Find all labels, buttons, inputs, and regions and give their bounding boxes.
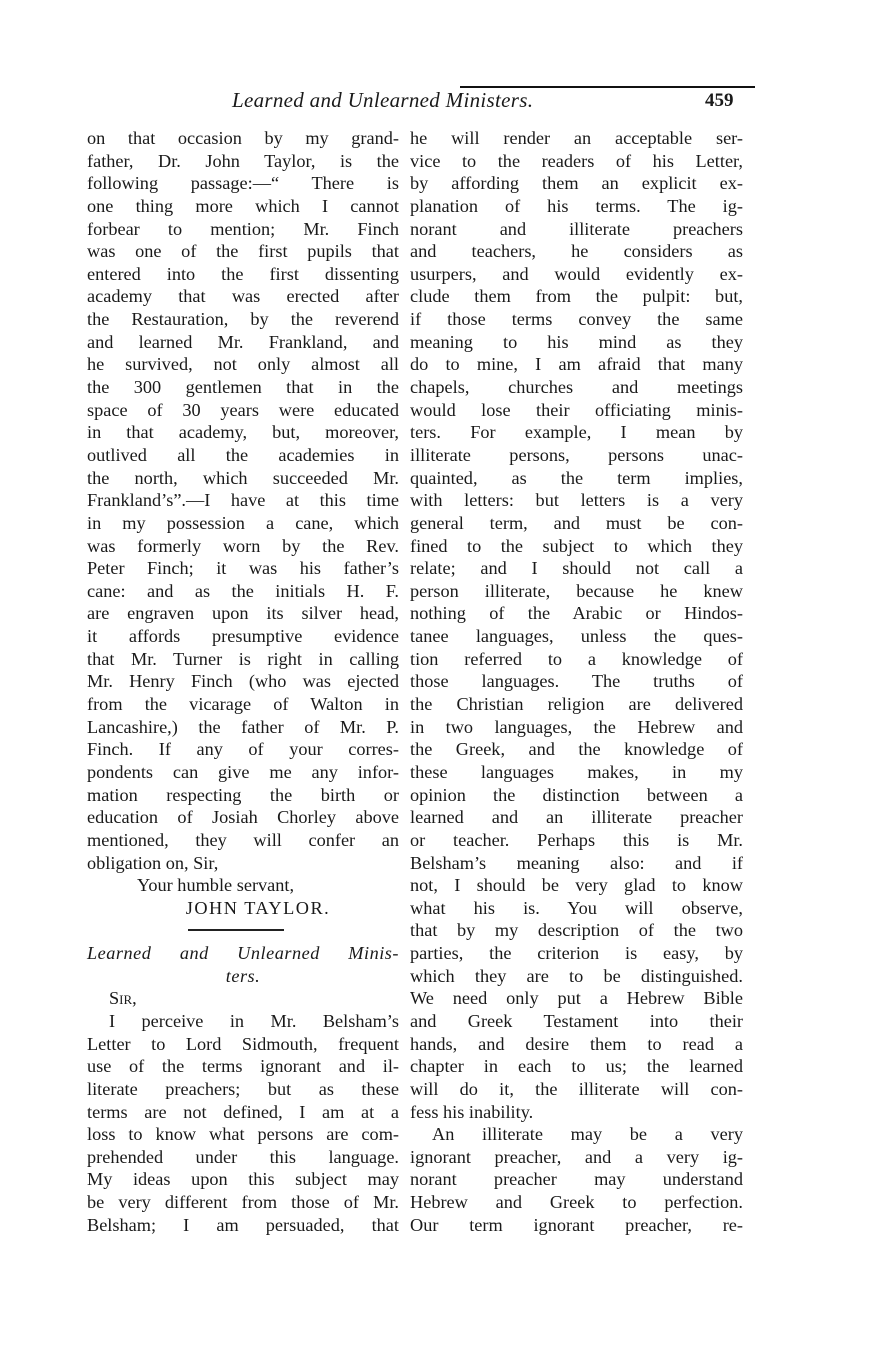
text-line: it affords presumptive evidence [87,626,399,647]
letter-taylor [87,127,399,852]
text-line: the Greek, and the knowledge of [410,739,743,760]
text-line: tanee languages, unless the ques- [410,626,743,647]
text-line: parties, the criterion is easy, by [410,943,743,964]
right-column [410,127,743,1236]
text-line: outlived all the academies in [87,444,399,465]
text-line: in my possession a cane, which [87,512,399,533]
text-line: chapter in each to us; the learned [410,1056,743,1077]
text-line: Finch. If any of your corres- [87,739,399,760]
text-line: mation respecting the birth or [87,784,399,805]
text-line: general term, and must be con- [410,512,743,533]
salutation: Sir, [109,988,137,1009]
text-line: father, Dr. John Taylor, is the [87,150,399,171]
text-line: Belsham’s meaning also: and if [410,852,743,873]
text-line: learned and an illiterate preacher [410,807,743,828]
text-line: vice to the readers of his Letter, [410,150,743,171]
text-line: that Mr. Turner is right in calling [87,648,399,669]
paragraph [410,1146,743,1237]
text-line: norant and illiterate preachers [410,218,743,239]
text-line: prehended under this language. [87,1146,399,1167]
text-line: planation of his terms. The ig- [410,195,743,216]
text-line: with letters: but letters is a very [410,490,743,511]
text-line: that by my description of the two [410,920,743,941]
text-line: chapels, churches and meetings [410,377,743,398]
signature: JOHN TAYLOR. [185,897,331,918]
text-line: mentioned, they will confer an [87,829,399,850]
text-line: cane: and as the initials H. F. [87,580,399,601]
text-line: tion referred to a knowledge of [410,648,743,669]
text-line: hands, and desire them to read a [410,1033,743,1054]
text-line: forbear to mention; Mr. Finch [87,218,399,239]
closing-salutation: Your humble servant, [137,875,295,896]
text-line: use of the terms ignorant and il- [87,1056,399,1077]
text-line: clude them from the pulpit: but, [410,286,743,307]
text-line: loss to know what persons are com- [87,1124,399,1145]
text-line: which they are to be distinguished. [410,965,743,986]
text-line: he will render an acceptable ser- [410,128,743,148]
text-line: do to mine, I am afraid that many [410,354,743,375]
text-line: one thing more which I cannot [87,195,399,216]
text-line: terms are not defined, I am at a [87,1101,399,1122]
text-line: was formerly worn by the Rev. [87,535,399,556]
running-head: Learned and Unlearned Ministers. [232,88,534,112]
text-line: by affording them an explicit ex- [410,173,743,194]
text-line: be very different from those of Mr. [87,1192,399,1213]
text-line: will do it, the illiterate will con- [410,1078,743,1099]
text-line: the 300 gentlemen that in the [87,377,399,398]
text-line: illiterate persons, persons unac- [410,444,743,465]
text-line: following passage:—“ There is [87,173,399,194]
text-line: entered into the first dissenting [87,263,399,284]
text-line: if those terms convey the same [410,309,743,330]
page-number: 459 [705,90,734,111]
text-line: not, I should be very glad to know [410,875,743,896]
text-line: from the vicarage of Walton in [87,694,399,715]
text-line: ignorant preacher, and a very ig- [410,1146,743,1167]
text-line: relate; and I should not call a [410,558,743,579]
text-line: in that academy, but, moreover, [87,422,399,443]
text-line: person illiterate, because he knew [410,580,743,601]
article-title-continued: ters. [225,965,261,986]
text-line: Our term ignorant preacher, re- [410,1214,743,1235]
text-line: meaning to his mind as they [410,331,743,352]
text-line: was one of the first pupils that [87,241,399,262]
text-line: or teacher. Perhaps this is Mr. [410,829,743,850]
text-line: norant preacher may understand [410,1169,743,1190]
text-line: Belsham; I am persuaded, that [87,1214,399,1235]
text-line: in two languages, the Hebrew and [410,716,743,737]
text-line: Frankland’s”.—I have at this time [87,490,399,511]
text-line: usurpers, and would evidently ex- [410,263,743,284]
text-line: Mr. Henry Finch (who was ejected [87,671,399,692]
text-line: and teachers, he considers as [410,241,743,262]
text-line: Lancashire,) the father of Mr. P. [87,716,399,737]
text-line: nothing of the Arabic or Hindos- [410,603,743,624]
text-line: literate preachers; but as these [87,1078,399,1099]
text-line: he survived, not only almost all [87,354,399,375]
text-line: fined to the subject to which they [410,535,743,556]
text-line: the Restauration, by the reverend [87,309,399,330]
text-line: ters. For example, I mean by [410,422,743,443]
text-line: quainted, as the term implies, [410,467,743,488]
text-line: My ideas upon this subject may [87,1169,399,1190]
paragraph-first-line: I perceive in Mr. Belsham’s [109,1010,399,1031]
letter-closing-line: obligation on, Sir, [87,852,219,873]
left-column [87,127,399,1236]
text-line: and learned Mr. Frankland, and [87,331,399,352]
text-line: We need only put a Hebrew Bible [410,988,743,1009]
article-title: Learned and Unlearned Minis- [87,943,399,964]
section-divider [87,919,399,942]
text-line: on that occasion by my grand- [87,128,399,148]
text-line: Letter to Lord Sidmouth, frequent [87,1033,399,1054]
text-line: what his is. You will observe, [410,897,743,918]
paragraph-first-line: An illiterate may be a very [432,1124,743,1145]
text-line: space of 30 years were educated [87,399,399,420]
text-line: and Greek Testament into their [410,1010,743,1031]
letter-belsham [87,1033,399,1237]
text-line: these languages makes, in my [410,761,743,782]
paragraph-last-line: fess his inability. [410,1101,534,1122]
text-line: are engraven upon its silver head, [87,603,399,624]
paragraph [410,127,743,1101]
text-line: pondents can give me any infor- [87,761,399,782]
header-rule [460,86,755,88]
text-line: education of Josiah Chorley above [87,807,399,828]
text-line: opinion the distinction between a [410,784,743,805]
text-line: academy that was erected after [87,286,399,307]
text-line: would lose their officiating minis- [410,399,743,420]
text-line: the Christian religion are delivered [410,694,743,715]
text-line: the north, which succeeded Mr. [87,467,399,488]
text-line: those languages. The truths of [410,671,743,692]
text-line: Peter Finch; it was his father’s [87,558,399,579]
text-line: Hebrew and Greek to perfection. [410,1192,743,1213]
